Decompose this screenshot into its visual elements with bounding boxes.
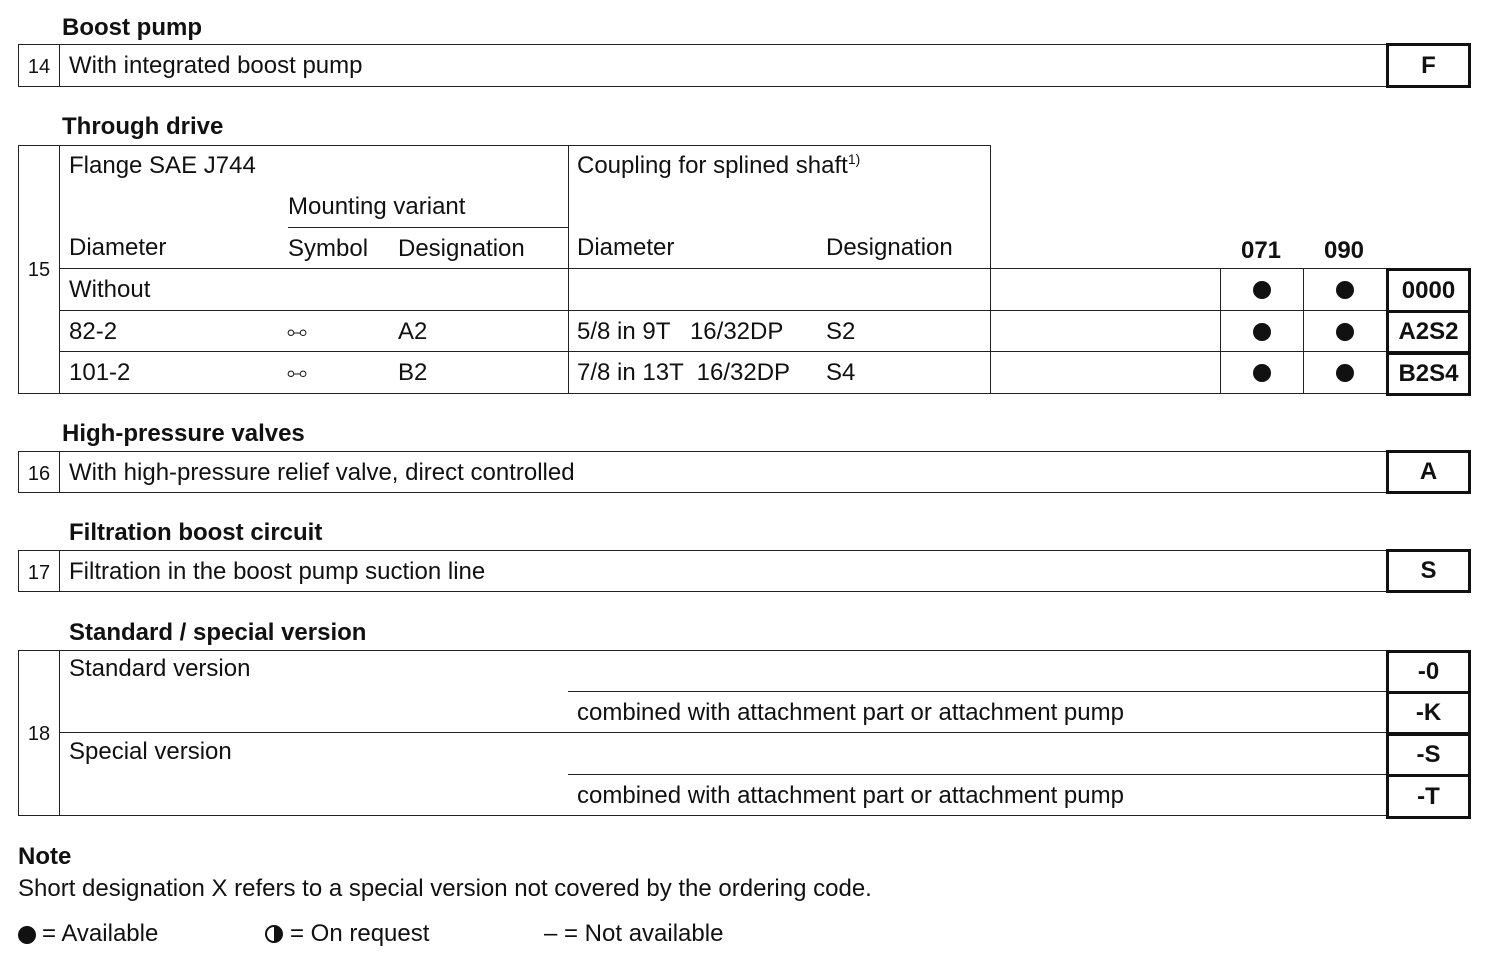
size-header-090: 090 xyxy=(1323,237,1365,264)
legend-available: = Available xyxy=(42,920,159,947)
col-designation: Designation xyxy=(398,235,525,262)
code-special-combined: -T xyxy=(1386,774,1471,819)
available-dot xyxy=(1336,281,1354,299)
boost-pump-description: With integrated boost pump xyxy=(69,52,363,79)
table-row-coupling-designation: S2 xyxy=(826,318,856,345)
size-header-071: 071 xyxy=(1240,237,1282,264)
flange-header: Flange SAE J744 xyxy=(69,152,256,179)
footnote-marker: 1) xyxy=(847,151,861,167)
code-b2s4: B2S4 xyxy=(1386,352,1471,396)
on-request-legend-icon xyxy=(264,924,284,944)
table-row-diameter: Without xyxy=(69,276,151,303)
table-row-designation: A2 xyxy=(398,318,428,345)
available-dot xyxy=(1253,323,1271,341)
section-title-version: Standard / special version xyxy=(69,619,367,646)
col-coupling-designation: Designation xyxy=(826,234,953,261)
code-a2s2: A2S2 xyxy=(1386,310,1471,354)
code-filtration: S xyxy=(1386,549,1471,593)
section-title-boost-pump: Boost pump xyxy=(62,14,202,41)
not-available-legend-icon: – xyxy=(544,920,558,947)
note-text: Short designation X refers to a special version not covered by the ordering code. xyxy=(18,875,872,902)
code-boost-pump: F xyxy=(1386,43,1471,88)
section-title-hp-valves: High-pressure valves xyxy=(62,420,305,447)
code-0000: 0000 xyxy=(1386,268,1471,313)
code-hp-valves: A xyxy=(1386,450,1471,494)
note-title: Note xyxy=(18,843,72,870)
code-standard-combined: -K xyxy=(1386,691,1471,735)
table-row-diameter: 101-2 xyxy=(69,359,131,386)
available-dot xyxy=(1253,281,1271,299)
section-title-through-drive: Through drive xyxy=(62,113,224,140)
mounting-variant-header: Mounting variant xyxy=(288,193,466,220)
legend-not-available: = Not available xyxy=(564,920,724,947)
row-number-17: 17 xyxy=(27,562,51,584)
table-row-coupling: 5/8 in 9T 16/32DP xyxy=(577,318,784,345)
section-title-filtration: Filtration boost circuit xyxy=(69,519,323,546)
col-symbol: Symbol xyxy=(288,235,369,262)
available-dot xyxy=(1336,323,1354,341)
col-coupling-diameter: Diameter xyxy=(577,234,675,261)
special-combined-label: combined with attachment part or attachment pump xyxy=(577,782,1124,809)
hp-valves-description: With high-pressure relief valve, direct controlled xyxy=(69,459,575,486)
code-special: -S xyxy=(1386,733,1471,777)
available-legend-icon xyxy=(18,926,36,944)
standard-combined-label: combined with attachment part or attachment pump xyxy=(577,699,1124,726)
row-number-16: 16 xyxy=(27,463,51,485)
flange-symbol-icon: ⧟ xyxy=(287,321,307,343)
flange-symbol-icon: ⧟ xyxy=(287,362,307,384)
table-row-coupling: 7/8 in 13T 16/32DP xyxy=(577,359,791,386)
legend-on-request: = On request xyxy=(290,920,430,947)
available-dot xyxy=(1253,364,1271,382)
col-diameter: Diameter xyxy=(69,234,167,261)
standard-version-label: Standard version xyxy=(69,655,251,682)
available-dot xyxy=(1336,364,1354,382)
table-row-coupling-designation: S4 xyxy=(826,359,856,386)
row-number-14: 14 xyxy=(27,56,51,78)
coupling-header: Coupling for splined shaft$^{1)}$ xyxy=(577,151,861,179)
row-number-18: 18 xyxy=(27,723,51,745)
row-number-15: 15 xyxy=(27,259,51,281)
table-row-designation: B2 xyxy=(398,359,428,386)
special-version-label: Special version xyxy=(69,738,232,765)
filtration-description: Filtration in the boost pump suction line xyxy=(69,558,486,585)
code-standard: -0 xyxy=(1386,650,1471,694)
table-row-diameter: 82-2 xyxy=(69,318,118,345)
